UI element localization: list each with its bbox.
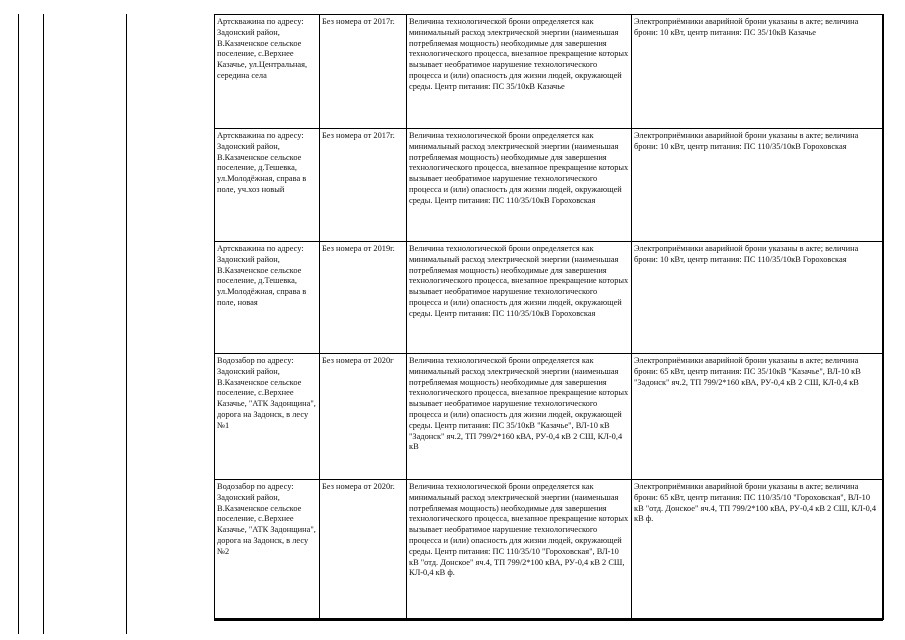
act-cell: Без номера от 2019г. [320,242,407,354]
emergency-receivers-cell: Электроприёмники аварийной брони указаны в акте; величина брони: 10 кВт, центр питания: ПС 110/35/10кВ Гороховская [632,129,883,242]
reserve-description-cell: Величина технологической брони определяется как минимальный расход электрической энергии (наименьшая потребляемая мощность) необходимые для завершения технологического процесса, внезапное прекращение которых вызывает необратимое нарушение технологического процесса и (или) опасность для жизни людей, окружающей среды. Центр питания: ПС 110/35/10 "Гороховская", ВЛ-10 кВ "отд. Донское" яч.4, ТП 799/2*100 кВА, РУ-0,4 кВ 2 СШ, КЛ-0,4 кВ ф. [407,480,632,619]
reserve-description-cell: Величина технологической брони определяется как минимальный расход электрической энергии (наименьшая потребляемая мощность) необходимые для завершения технологического процесса, внезапное прекращение которых вызывает необратимое нарушение технологического процесса и (или) опасность для жизни людей, окружающей среды. Центр питания: ПС 110/35/10кВ Гороховская [407,129,632,242]
left-column-border-1 [18,14,19,634]
object-cell: Водозабор по адресу: Задонский район, В.Казаченское сельское поселение, с.Верхнее Казачье, "АТК Задонщина", дорога на Задонск, в лесу №1 [215,354,320,480]
object-cell: Артскважина по адресу: Задонский район, В.Казаченское сельское поселение, д.Тешевка, ул.Молодёжная, справа в поле, новая [215,242,320,354]
table-row [215,15,883,129]
reserve-description-cell: Величина технологической брони определяется как минимальный расход электрической энергии (наименьшая потребляемая мощность) необходимые для завершения технологического процесса, внезапное прекращение которых вызывает необратимое нарушение технологического процесса и (или) опасность для жизни людей, окружающей среды. Центр питания: ПС 35/10кВ Казачье [407,15,632,129]
emergency-receivers-cell: Электроприёмники аварийной брони указаны в акте; величина брони: 65 кВт, центр питания: ПС 110/35/10 "Гороховская", ВЛ-10 кВ "отд. Донское" яч.4, ТП 799/2*100 кВА, РУ-0,4 кВ 2 СШ, КЛ-0,4 кВ ф. [632,480,883,619]
object-cell: Водозабор по адресу: Задонский район, В.Казаченское сельское поселение, с.Верхнее Казачье, "АТК Задонщина", дорога на Задонск, в лесу №2 [215,480,320,619]
act-cell: Без номера от 2020г. [320,480,407,619]
emergency-receivers-cell: Электроприёмники аварийной брони указаны в акте; величина брони: 10 кВт, центр питания: ПС 110/35/10кВ Гороховская [632,242,883,354]
left-column-border-3 [126,14,127,634]
table-bottom-border [214,619,883,621]
object-cell: Артскважина по адресу: Задонский район, В.Казаченское сельское поселение, д.Тешевка, ул.Молодёжная, справа в поле, уч.хоз новый [215,129,320,242]
table-row [215,480,883,619]
reserve-description-cell: Величина технологической брони определяется как минимальный расход электрической энергии (наименьшая потребляемая мощность) необходимые для завершения технологического процесса, внезапное прекращение которых вызывает необратимое нарушение технологического процесса и (или) опасность для жизни людей, окружающей среды. Центр питания: ПС 110/35/10кВ Гороховская [407,242,632,354]
table-row [215,354,883,480]
emergency-reserve-table [214,14,883,619]
table-row [215,129,883,242]
act-cell: Без номера от 2017г. [320,129,407,242]
table-right-border [882,14,884,620]
reserve-description-cell: Величина технологической брони определяется как минимальный расход электрической энергии (наименьшая потребляемая мощность) необходимые для завершения технологического процесса, внезапное прекращение которых вызывает необратимое нарушение технологического процесса и (или) опасность для жизни людей, окружающей среды. Центр питания: ПС 35/10кВ "Казачье", ВЛ-10 кВ "Задонск" яч.2, ТП 799/2*160 кВА, РУ-0,4 кВ 2 СШ, КЛ-0,4 кВ [407,354,632,480]
act-cell: Без номера от 2017г. [320,15,407,129]
object-cell: Артскважина по адресу: Задонский район, В.Казаченское сельское поселение, с.Верхнее Казачье, ул.Центральная, середина села [215,15,320,129]
table-row [215,242,883,354]
emergency-receivers-cell: Электроприёмники аварийной брони указаны в акте; величина брони: 65 кВт, центр питания: ПС 35/10кВ "Казачье", ВЛ-10 кВ "Задонск" яч.2, ТП 799/2*160 кВА, РУ-0,4 кВ 2 СШ, КЛ-0,4 кВ [632,354,883,480]
left-column-border-2 [43,14,44,634]
emergency-receivers-cell: Электроприёмники аварийной брони указаны в акте; величина брони: 10 кВт, центр питания: ПС 35/10кВ Казачье [632,15,883,129]
act-cell: Без номера от 2020г [320,354,407,480]
